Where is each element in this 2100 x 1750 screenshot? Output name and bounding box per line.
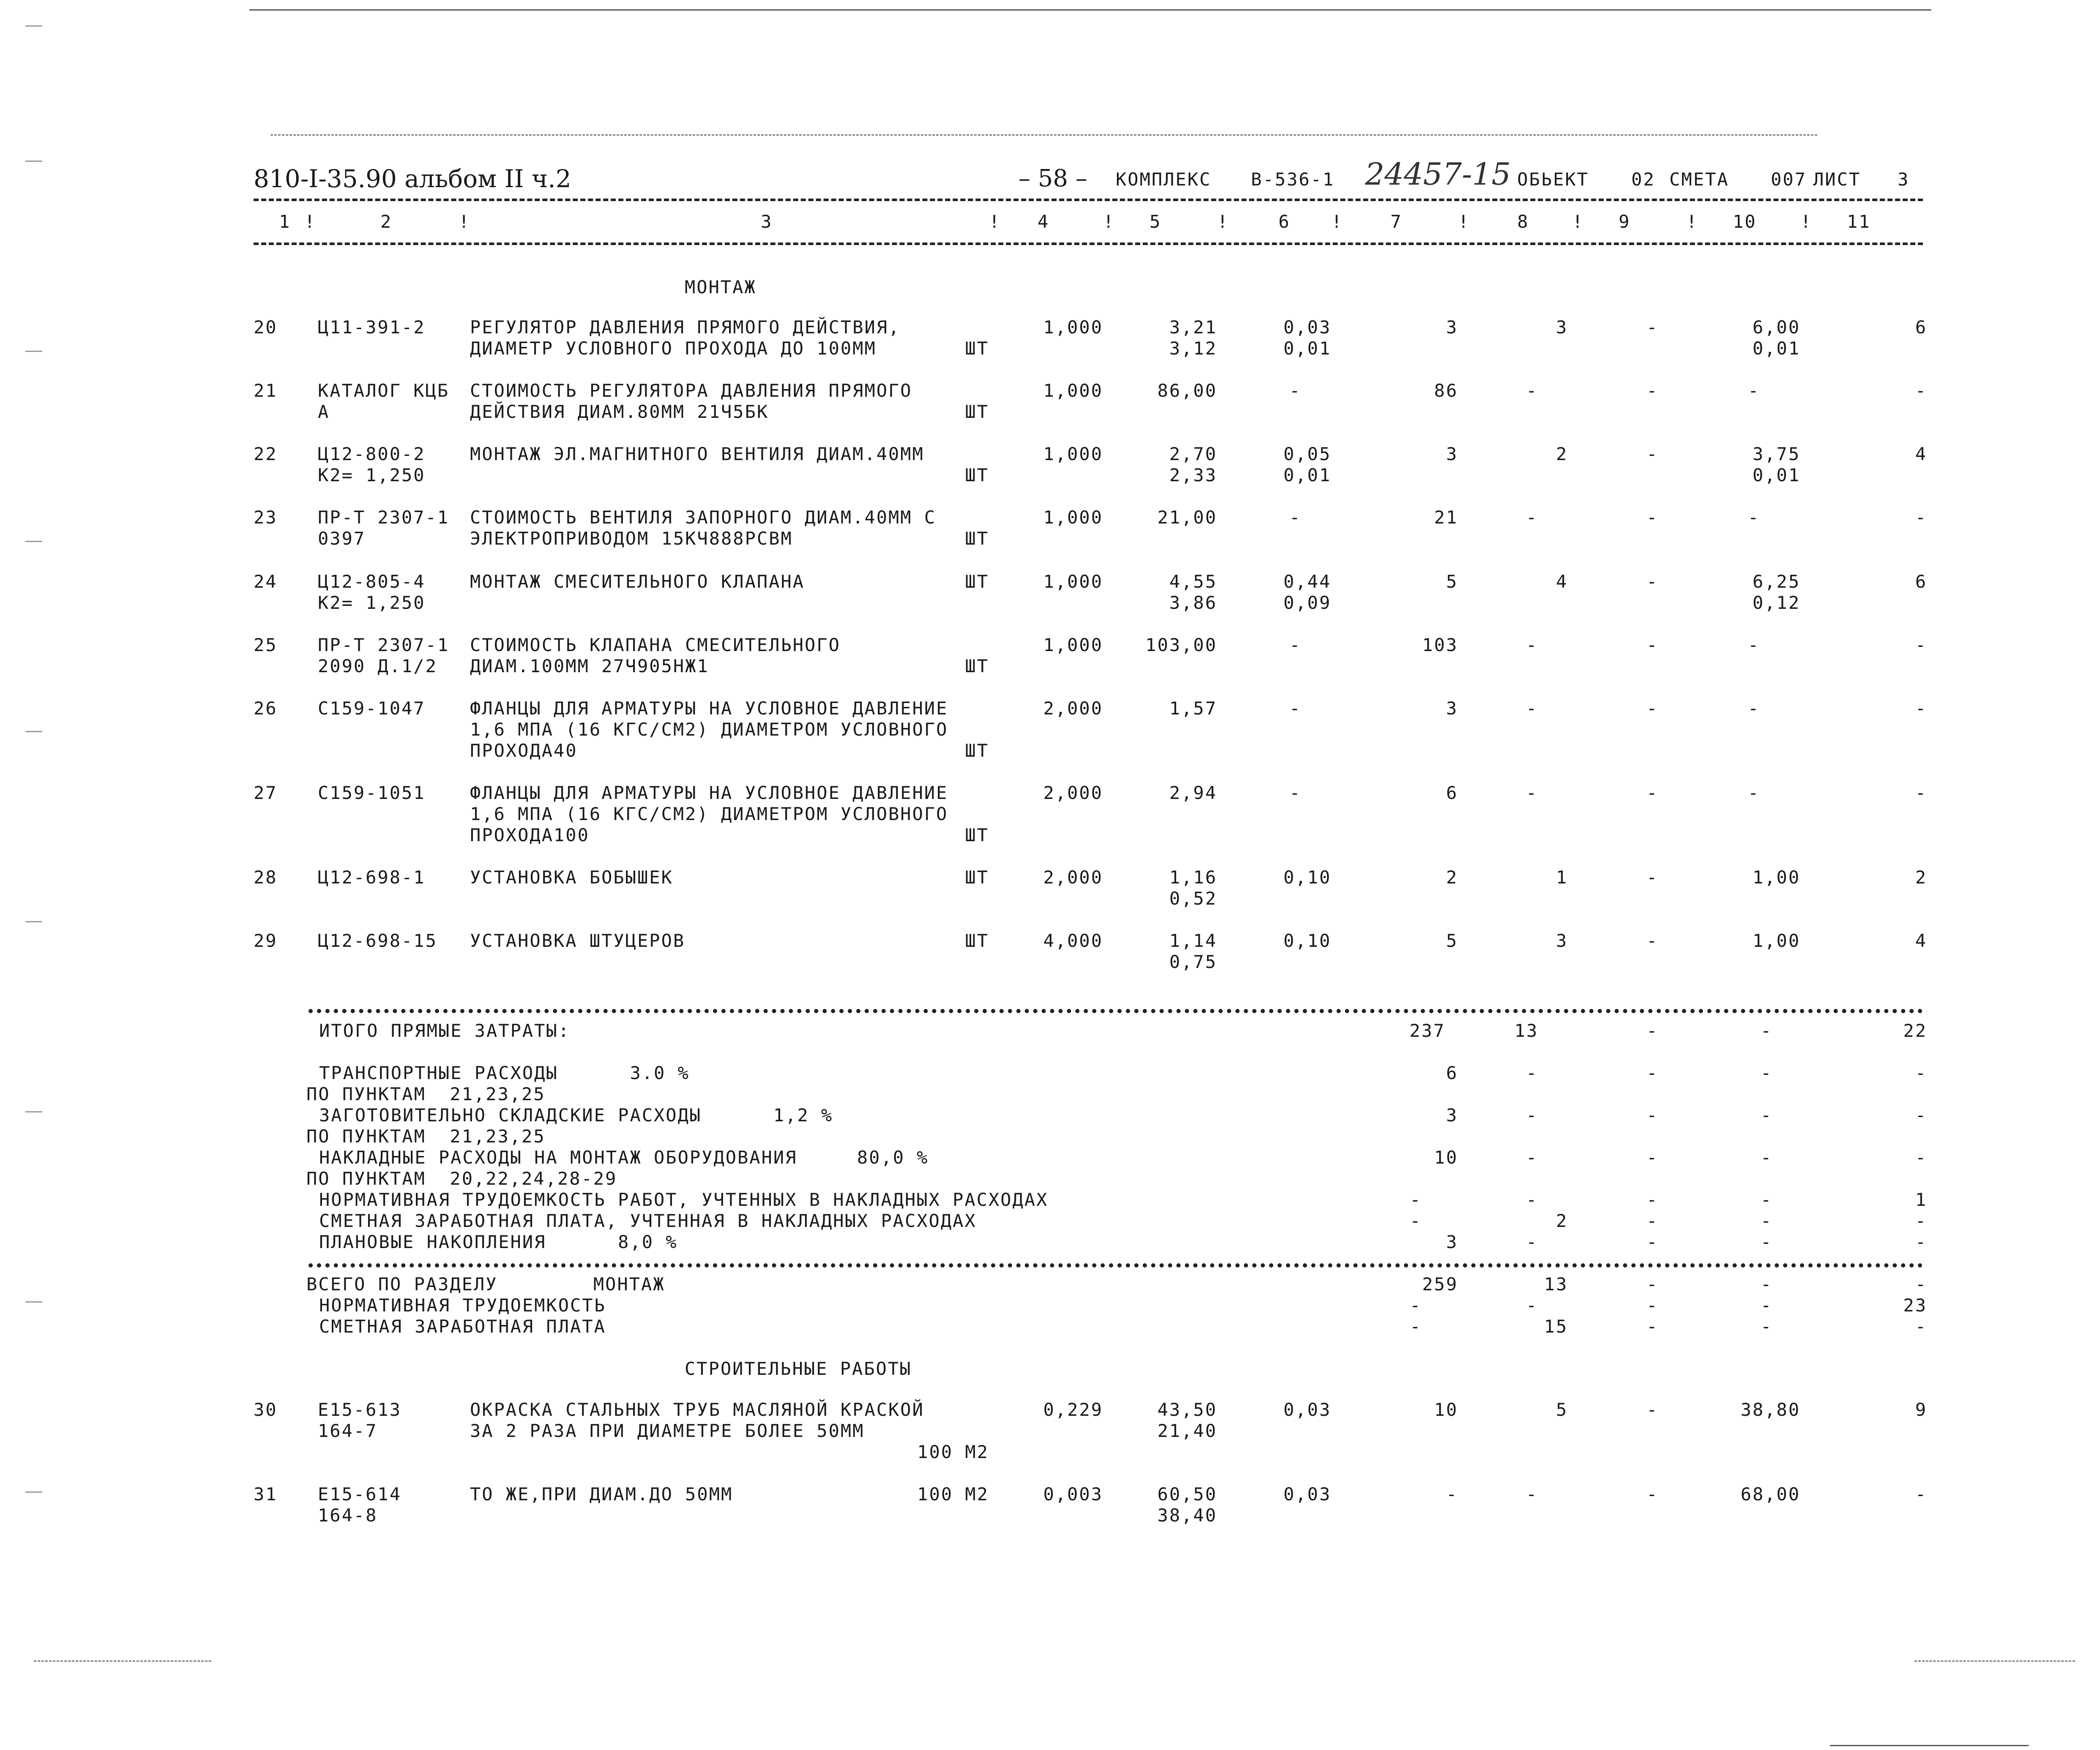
row-unit: ШТ <box>965 401 989 422</box>
summary-col8: - <box>1526 1063 1538 1083</box>
row-col5-value: 1,14 <box>1169 930 1217 951</box>
page-number: – 58 – <box>1019 165 1087 192</box>
row-description: ОКРАСКА СТАЛЬНЫХ ТРУБ МАСЛЯНОЙ КРАСКОЙ <box>470 1399 924 1420</box>
col-separator: ! <box>1572 211 1584 232</box>
row-col7-value: 5 <box>1446 571 1458 592</box>
summary-col7: 10 <box>1434 1147 1458 1168</box>
row-description: ФЛАНЦЫ ДЛЯ АРМАТУРЫ НА УСЛОВНОЕ ДАВЛЕНИЕ <box>470 782 948 803</box>
row-col11-value: - <box>1915 635 1927 655</box>
smeta-label: СМЕТА <box>1669 169 1729 190</box>
row-col6-value: 0,10 <box>1283 930 1331 951</box>
row-description: УСТАНОВКА ШТУЦЕРОВ <box>470 930 685 951</box>
summary-col8: - <box>1526 1147 1538 1168</box>
row-quantity: 1,000 <box>1043 635 1103 655</box>
col-num-2: 2 <box>380 211 393 232</box>
row-col7-value: 103 <box>1422 635 1458 655</box>
row-col5-value: 2,33 <box>1169 465 1217 485</box>
row-col9-value: - <box>1646 698 1659 719</box>
row-unit: ШТ <box>965 528 989 549</box>
col-separators: ! <box>304 211 317 232</box>
row-code: С159-1047 <box>318 698 426 719</box>
row-col5-value: 3,21 <box>1169 317 1217 338</box>
row-col8-value: 4 <box>1556 571 1568 592</box>
summary-label: ВСЕГО ПО РАЗДЕЛУ МОНТАЖ <box>306 1274 665 1295</box>
row-unit: ШТ <box>965 571 989 592</box>
row-number: 30 <box>254 1399 278 1420</box>
kompleks-value: В-536-1 <box>1251 169 1335 190</box>
row-col10-value: 0,01 <box>1752 338 1800 359</box>
row-unit: 100 М2 <box>917 1442 989 1462</box>
row-description: СТОИМОСТЬ РЕГУЛЯТОРА ДАВЛЕНИЯ ПРЯМОГО <box>470 380 912 401</box>
section-title-montazh: МОНТАЖ <box>685 277 756 297</box>
row-number: 22 <box>254 444 278 464</box>
row-col5-value: 3,12 <box>1169 338 1217 359</box>
row-description: МОНТАЖ СМЕСИТЕЛЬНОГО КЛАПАНА <box>470 571 805 592</box>
row-col11-value: - <box>1915 1484 1927 1505</box>
row-col8-value: 5 <box>1556 1399 1568 1420</box>
summary-col8: 2 <box>1556 1210 1568 1231</box>
summary-col11: - <box>1915 1147 1927 1168</box>
row-col8-value: - <box>1526 698 1538 719</box>
row-col10-value: 68,00 <box>1740 1484 1800 1505</box>
summary-col7: 3 <box>1446 1105 1458 1126</box>
row-col7-value: 86 <box>1434 380 1458 401</box>
row-col6-value: - <box>1289 380 1302 401</box>
summary-col8: - <box>1526 1295 1538 1316</box>
row-code: Е15-613 <box>318 1399 402 1420</box>
summary-label: ПО ПУНКТАМ 20,22,24,28-29 <box>306 1168 617 1189</box>
col-separator: ! <box>1217 211 1229 232</box>
summary-col10: - <box>1760 1316 1773 1337</box>
row-col8-value: 2 <box>1556 444 1568 464</box>
row-number: 27 <box>254 782 278 803</box>
row-code: ПР-Т 2307-1 <box>318 507 450 528</box>
row-unit: ШТ <box>965 338 989 359</box>
row-col6-value: 0,03 <box>1283 317 1331 338</box>
row-col11-value: - <box>1915 698 1927 719</box>
row-col7-value: 21 <box>1434 507 1458 528</box>
section-title-stroitelnye: СТРОИТЕЛЬНЫЕ РАБОТЫ <box>685 1358 912 1379</box>
row-description: РЕГУЛЯТОР ДАВЛЕНИЯ ПРЯМОГО ДЕЙСТВИЯ, <box>470 317 901 338</box>
row-col6-value: 0,10 <box>1283 867 1331 888</box>
row-col11-value: - <box>1915 380 1927 401</box>
summary-label: СМЕТНАЯ ЗАРАБОТНАЯ ПЛАТА, УЧТЕННАЯ В НАКЛАДНЫХ РАСХОДАХ <box>319 1210 977 1231</box>
row-col10-value: 1,00 <box>1752 930 1800 951</box>
summary-col8: 13 <box>1544 1274 1568 1295</box>
row-col8-value: - <box>1526 507 1538 528</box>
row-code: С159-1051 <box>318 782 426 803</box>
row-description: ФЛАНЦЫ ДЛЯ АРМАТУРЫ НА УСЛОВНОЕ ДАВЛЕНИЕ <box>470 698 948 719</box>
row-col8-value: - <box>1526 1484 1538 1505</box>
row-col7-value: 5 <box>1446 930 1458 951</box>
row-unit: ШТ <box>965 656 989 676</box>
col-num-6: 6 <box>1278 211 1291 232</box>
row-col10-value: 6,25 <box>1752 571 1800 592</box>
row-col5-value: 38,40 <box>1157 1505 1217 1526</box>
summary-label: НОРМАТИВНАЯ ТРУДОЕМКОСТЬ РАБОТ, УЧТЕННЫХ В НАКЛАДНЫХ РАСХОДАХ <box>319 1189 1049 1210</box>
col-separator: ! <box>989 211 1001 232</box>
row-unit: ШТ <box>965 740 989 761</box>
summary-col10: - <box>1760 1147 1773 1168</box>
row-col5-value: 0,75 <box>1169 951 1217 972</box>
row-col6-value: 0,05 <box>1283 444 1331 464</box>
row-col9-value: - <box>1646 1484 1659 1505</box>
summary-col9: - <box>1646 1105 1659 1126</box>
row-code: 0397 <box>318 528 366 549</box>
row-col8-value: - <box>1526 635 1538 655</box>
row-col10-value: - <box>1748 698 1760 719</box>
row-col7-value: 6 <box>1446 782 1458 803</box>
row-quantity: 0,003 <box>1043 1484 1103 1505</box>
summary-label: ПЛАНОВЫЕ НАКОПЛЕНИЯ 8,0 % <box>319 1232 678 1252</box>
row-col9-value: - <box>1646 782 1659 803</box>
summary-col11: - <box>1915 1316 1927 1337</box>
row-col5-value: 0,52 <box>1169 888 1217 909</box>
summary-col11: - <box>1915 1105 1927 1126</box>
row-quantity: 2,000 <box>1043 698 1103 719</box>
row-code: К2= 1,250 <box>318 465 426 485</box>
row-quantity: 1,000 <box>1043 507 1103 528</box>
summary-col10: - <box>1760 1295 1773 1316</box>
summary-col10: - <box>1760 1105 1773 1126</box>
row-col10-value: 0,01 <box>1752 465 1800 485</box>
col-num-3: 3 <box>761 211 773 232</box>
row-col6-value: 0,01 <box>1283 465 1331 485</box>
row-col7-value: 3 <box>1446 444 1458 464</box>
row-description: СТОИМОСТЬ КЛАПАНА СМЕСИТЕЛЬНОГО <box>470 635 841 655</box>
row-code: Ц12-698-1 <box>318 867 426 888</box>
row-code: 2090 Д.1/2 <box>318 656 437 676</box>
row-col8-value: 1 <box>1556 867 1568 888</box>
summary-col11: - <box>1915 1063 1927 1083</box>
row-unit: 100 М2 <box>917 1484 989 1505</box>
row-col6-value: 0,09 <box>1283 592 1331 613</box>
summary-col9: - <box>1646 1316 1659 1337</box>
row-col8-value: 3 <box>1556 317 1568 338</box>
row-col10-value: 38,80 <box>1740 1399 1800 1420</box>
row-code: 164-7 <box>318 1420 378 1441</box>
summary-col7: - <box>1409 1189 1422 1210</box>
row-quantity: 1,000 <box>1043 380 1103 401</box>
row-col6-value: - <box>1289 782 1302 803</box>
smeta-value: 007 <box>1771 169 1807 190</box>
row-description: 1,6 МПА (16 КГС/СМ2) ДИАМЕТРОМ УСЛОВНОГО <box>470 804 948 824</box>
row-col5-value: 21,40 <box>1157 1420 1217 1441</box>
col-num-8: 8 <box>1517 211 1529 232</box>
summary-col7: - <box>1409 1210 1422 1231</box>
summary-label: ЗАГОТОВИТЕЛЬНО СКЛАДСКИЕ РАСХОДЫ 1,2 % <box>319 1105 833 1126</box>
col-num-1: 1 <box>279 211 291 232</box>
row-col6-value: 0,03 <box>1283 1484 1331 1505</box>
summary-col8: - <box>1526 1232 1538 1252</box>
row-col9-value: - <box>1646 571 1659 592</box>
summary-col10: - <box>1760 1232 1773 1252</box>
row-col6-value: 0,03 <box>1283 1399 1331 1420</box>
row-quantity: 1,000 <box>1043 444 1103 464</box>
summary-col10: - <box>1760 1063 1773 1083</box>
itogo-col9: - <box>1646 1020 1659 1041</box>
row-number: 24 <box>254 571 278 592</box>
row-code: КАТАЛОГ КЦБ <box>318 380 450 401</box>
summary-col11: 1 <box>1915 1189 1927 1210</box>
summary-col10: - <box>1760 1189 1773 1210</box>
row-col5-value: 4,55 <box>1169 571 1217 592</box>
row-description: ДЕЙСТВИЯ ДИАМ.80ММ 21Ч5БК <box>470 401 769 422</box>
row-col5-value: 2,94 <box>1169 782 1217 803</box>
summary-col11: - <box>1915 1274 1927 1295</box>
row-col7-value: 2 <box>1446 867 1458 888</box>
row-col8-value: 3 <box>1556 930 1568 951</box>
col-separator: ! <box>1103 211 1115 232</box>
row-col5-value: 60,50 <box>1157 1484 1217 1505</box>
row-col7-value: - <box>1446 1484 1458 1505</box>
itogo-col11: 22 <box>1903 1020 1927 1041</box>
col-separator: ! <box>459 211 471 232</box>
col-num-7: 7 <box>1390 211 1403 232</box>
row-code: Е15-614 <box>318 1484 402 1505</box>
summary-col8: - <box>1526 1105 1538 1126</box>
summary-label: ТРАНСПОРТНЫЕ РАСХОДЫ 3.0 % <box>319 1063 690 1083</box>
row-col10-value: 3,75 <box>1752 444 1800 464</box>
col-num-10: 10 <box>1733 211 1757 232</box>
row-number: 25 <box>254 635 278 655</box>
row-col5-value: 103,00 <box>1145 635 1217 655</box>
list-value: 3 <box>1898 169 1910 190</box>
summary-col10: - <box>1760 1274 1773 1295</box>
summary-col11: - <box>1915 1232 1927 1252</box>
row-quantity: 2,000 <box>1043 867 1103 888</box>
row-col10-value: - <box>1748 380 1760 401</box>
row-number: 29 <box>254 930 278 951</box>
row-unit: ШТ <box>965 825 989 845</box>
summary-col11: 23 <box>1903 1295 1927 1316</box>
obekt-value: 02 <box>1631 169 1655 190</box>
row-col10-value: 1,00 <box>1752 867 1800 888</box>
row-col11-value: 6 <box>1915 317 1927 338</box>
summary-col7: - <box>1409 1316 1422 1337</box>
row-col9-value: - <box>1646 444 1659 464</box>
summary-col9: - <box>1646 1189 1659 1210</box>
summary-col11: - <box>1915 1210 1927 1231</box>
row-number: 31 <box>254 1484 278 1505</box>
row-code: 164-8 <box>318 1505 378 1526</box>
col-separator: ! <box>1800 211 1813 232</box>
row-col7-value: 3 <box>1446 317 1458 338</box>
row-col6-value: - <box>1289 635 1302 655</box>
row-unit: ШТ <box>965 465 989 485</box>
row-code: Ц12-698-15 <box>318 930 437 951</box>
list-label: ЛИСТ <box>1813 169 1861 190</box>
row-description: МОНТАЖ ЭЛ.МАГНИТНОГО ВЕНТИЛЯ ДИАМ.40ММ <box>470 444 924 464</box>
row-col9-value: - <box>1646 1399 1659 1420</box>
row-quantity: 2,000 <box>1043 782 1103 803</box>
row-quantity: 1,000 <box>1043 317 1103 338</box>
summary-col9: - <box>1646 1147 1659 1168</box>
row-quantity: 1,000 <box>1043 571 1103 592</box>
row-col10-value: - <box>1748 507 1760 528</box>
row-col5-value: 1,16 <box>1169 867 1217 888</box>
row-code: Ц12-800-2 <box>318 444 426 464</box>
itogo-col10: - <box>1760 1020 1773 1041</box>
row-description: ПРОХОДА100 <box>470 825 590 845</box>
row-col6-value: - <box>1289 507 1302 528</box>
row-col6-value: 0,44 <box>1283 571 1331 592</box>
col-num-9: 9 <box>1619 211 1631 232</box>
summary-col9: - <box>1646 1210 1659 1231</box>
col-num-11: 11 <box>1847 211 1871 232</box>
row-col6-value: 0,01 <box>1283 338 1331 359</box>
row-col7-value: 3 <box>1446 698 1458 719</box>
summary-col9: - <box>1646 1063 1659 1083</box>
row-quantity: 0,229 <box>1043 1399 1103 1420</box>
row-col10-value: - <box>1748 635 1760 655</box>
summary-col7: 6 <box>1446 1063 1458 1083</box>
row-code: А <box>318 401 330 422</box>
itogo-label: ИТОГО ПРЯМЫЕ ЗАТРАТЫ: <box>319 1020 571 1041</box>
row-col5-value: 3,86 <box>1169 592 1217 613</box>
row-description: ПРОХОДА40 <box>470 740 578 761</box>
row-description: СТОИМОСТЬ ВЕНТИЛЯ ЗАПОРНОГО ДИАМ.40ММ С <box>470 507 937 528</box>
row-col9-value: - <box>1646 380 1659 401</box>
summary-col9: - <box>1646 1295 1659 1316</box>
row-col8-value: - <box>1526 380 1538 401</box>
row-col11-value: 9 <box>1915 1399 1927 1420</box>
row-col11-value: - <box>1915 782 1927 803</box>
row-col11-value: 2 <box>1915 867 1927 888</box>
row-code: ПР-Т 2307-1 <box>318 635 450 655</box>
row-quantity: 4,000 <box>1043 930 1103 951</box>
row-description: ЗА 2 РАЗА ПРИ ДИАМЕТРЕ БОЛЕЕ 50ММ <box>470 1420 865 1441</box>
row-number: 23 <box>254 507 278 528</box>
row-code: К2= 1,250 <box>318 592 426 613</box>
document-code: 810-I-35.90 альбом II ч.2 <box>254 164 571 193</box>
summary-label: ПО ПУНКТАМ 21,23,25 <box>306 1126 546 1147</box>
summary-label: НОРМАТИВНАЯ ТРУДОЕМКОСТЬ <box>319 1295 606 1316</box>
row-col8-value: - <box>1526 782 1538 803</box>
row-number: 21 <box>254 380 278 401</box>
row-description: ЭЛЕКТРОПРИВОДОМ 15КЧ888РСВМ <box>470 528 793 549</box>
summary-col7: 3 <box>1446 1232 1458 1252</box>
summary-col9: - <box>1646 1274 1659 1295</box>
row-col10-value: - <box>1748 782 1760 803</box>
obekt-label: ОБЬЕКТ <box>1517 169 1589 190</box>
row-description: 1,6 МПА (16 КГС/СМ2) ДИАМЕТРОМ УСЛОВНОГО <box>470 719 948 740</box>
itogo-col8: 13 <box>1514 1020 1538 1041</box>
row-col7-value: 10 <box>1434 1399 1458 1420</box>
summary-col9: - <box>1646 1232 1659 1252</box>
row-col5-value: 43,50 <box>1157 1399 1217 1420</box>
row-col10-value: 6,00 <box>1752 317 1800 338</box>
row-col9-value: - <box>1646 930 1659 951</box>
summary-col10: - <box>1760 1210 1773 1231</box>
row-col5-value: 2,70 <box>1169 444 1217 464</box>
kompleks-label: КОМПЛЕКС <box>1116 169 1212 190</box>
row-number: 28 <box>254 867 278 888</box>
col-separator: ! <box>1458 211 1470 232</box>
col-num-4: 4 <box>1038 211 1050 232</box>
row-description: УСТАНОВКА БОБЫШЕК <box>470 867 673 888</box>
row-col10-value: 0,12 <box>1752 592 1800 613</box>
row-col11-value: - <box>1915 507 1927 528</box>
summary-col8: - <box>1526 1189 1538 1210</box>
col-num-5: 5 <box>1150 211 1162 232</box>
col-separator: ! <box>1331 211 1344 232</box>
col-separator: ! <box>1686 211 1699 232</box>
summary-col7: 259 <box>1422 1274 1458 1295</box>
row-description: ТО ЖЕ,ПРИ ДИАМ.ДО 50ММ <box>470 1484 733 1505</box>
summary-label: НАКЛАДНЫЕ РАСХОДЫ НА МОНТАЖ ОБОРУДОВАНИЯ 80,0 % <box>319 1147 929 1168</box>
row-col9-value: - <box>1646 867 1659 888</box>
row-col11-value: 4 <box>1915 930 1927 951</box>
row-col11-value: 6 <box>1915 571 1927 592</box>
row-code: Ц11-391-2 <box>318 317 426 338</box>
row-number: 26 <box>254 698 278 719</box>
handwritten-number: 24457-15 <box>1365 156 1511 192</box>
row-col11-value: 4 <box>1915 444 1927 464</box>
row-col6-value: - <box>1289 698 1302 719</box>
row-description: ДИАМ.100ММ 27Ч905НЖ1 <box>470 656 709 676</box>
row-unit: ШТ <box>965 930 989 951</box>
itogo-col7: 237 <box>1409 1020 1445 1041</box>
row-unit: ШТ <box>965 867 989 888</box>
row-col5-value: 1,57 <box>1169 698 1217 719</box>
row-col9-value: - <box>1646 635 1659 655</box>
summary-label: ПО ПУНКТАМ 21,23,25 <box>306 1084 546 1104</box>
row-code: Ц12-805-4 <box>318 571 426 592</box>
summary-col8: 15 <box>1544 1316 1568 1337</box>
summary-col7: - <box>1409 1295 1422 1316</box>
row-col9-value: - <box>1646 317 1659 338</box>
summary-label: СМЕТНАЯ ЗАРАБОТНАЯ ПЛАТА <box>319 1316 606 1337</box>
row-col5-value: 21,00 <box>1157 507 1217 528</box>
row-col5-value: 86,00 <box>1157 380 1217 401</box>
row-number: 20 <box>254 317 278 338</box>
row-col9-value: - <box>1646 507 1659 528</box>
row-description: ДИАМЕТР УСЛОВНОГО ПРОХОДА ДО 100ММ <box>470 338 877 359</box>
